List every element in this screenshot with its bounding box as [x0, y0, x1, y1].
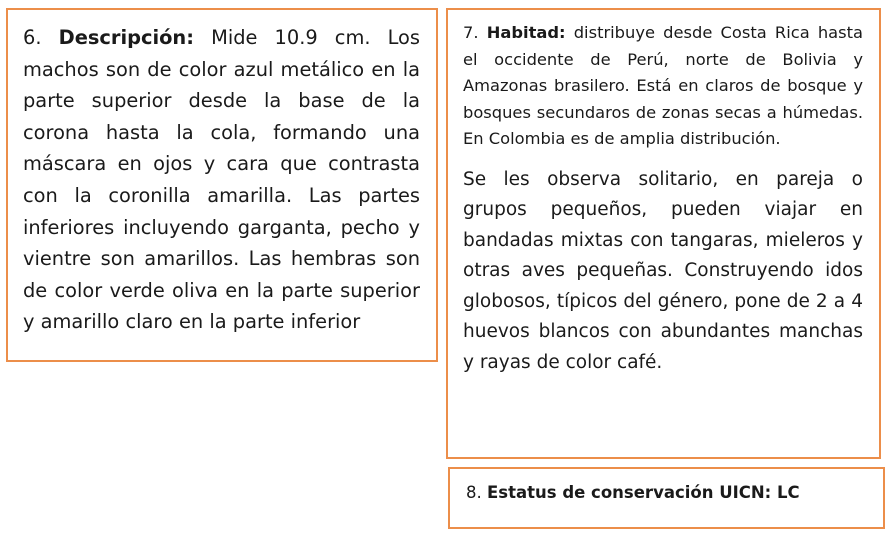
- section-number: 8.: [466, 483, 487, 502]
- habitat-box: [446, 8, 881, 459]
- description-heading: Descripción:: [58, 26, 194, 49]
- habitat-heading: Habitad:: [486, 23, 566, 42]
- habitat-text: distribuye desde Costa Rica hasta el occidente de Perú, norte de Bolivia y Amazonas brasilero. Está en claros de bosque y bosques secundaros de zonas secas a húmedas. En Colombia es de amplia distribución.: [463, 23, 863, 148]
- section-number: 6.: [23, 26, 59, 49]
- behavior-paragraph: Se les observa solitario, en pareja o grupos pequeños, pueden viajar en bandadas mixtas con tangaras, mieleros y otras aves pequeñas. Construyendo idos globosos, típicos del género, pone de 2 a 4 huevos blancos con abundantes manchas y rayas de color café.: [463, 168, 863, 373]
- conservation-heading: Estatus de conservación UICN: LC: [487, 483, 800, 502]
- conservation-status-box: [448, 467, 885, 529]
- description-paragraph: [23, 22, 420, 338]
- description-box: [6, 8, 438, 362]
- section-number: 7.: [463, 23, 487, 42]
- habitat-paragraph: [463, 20, 863, 153]
- conservation-paragraph: [466, 481, 867, 505]
- description-text: Mide 10.9 cm. Los machos son de color azul metálico en la parte superior desde la base de la corona hasta la cola, formando una máscara en ojos y cara que contrasta con la coronilla amarilla. Las partes inferiores incluyendo garganta, pecho y vientre son amarillos. Las hembras son de color verde oliva en la parte superior y amarillo claro en la parte inferior: [23, 26, 421, 334]
